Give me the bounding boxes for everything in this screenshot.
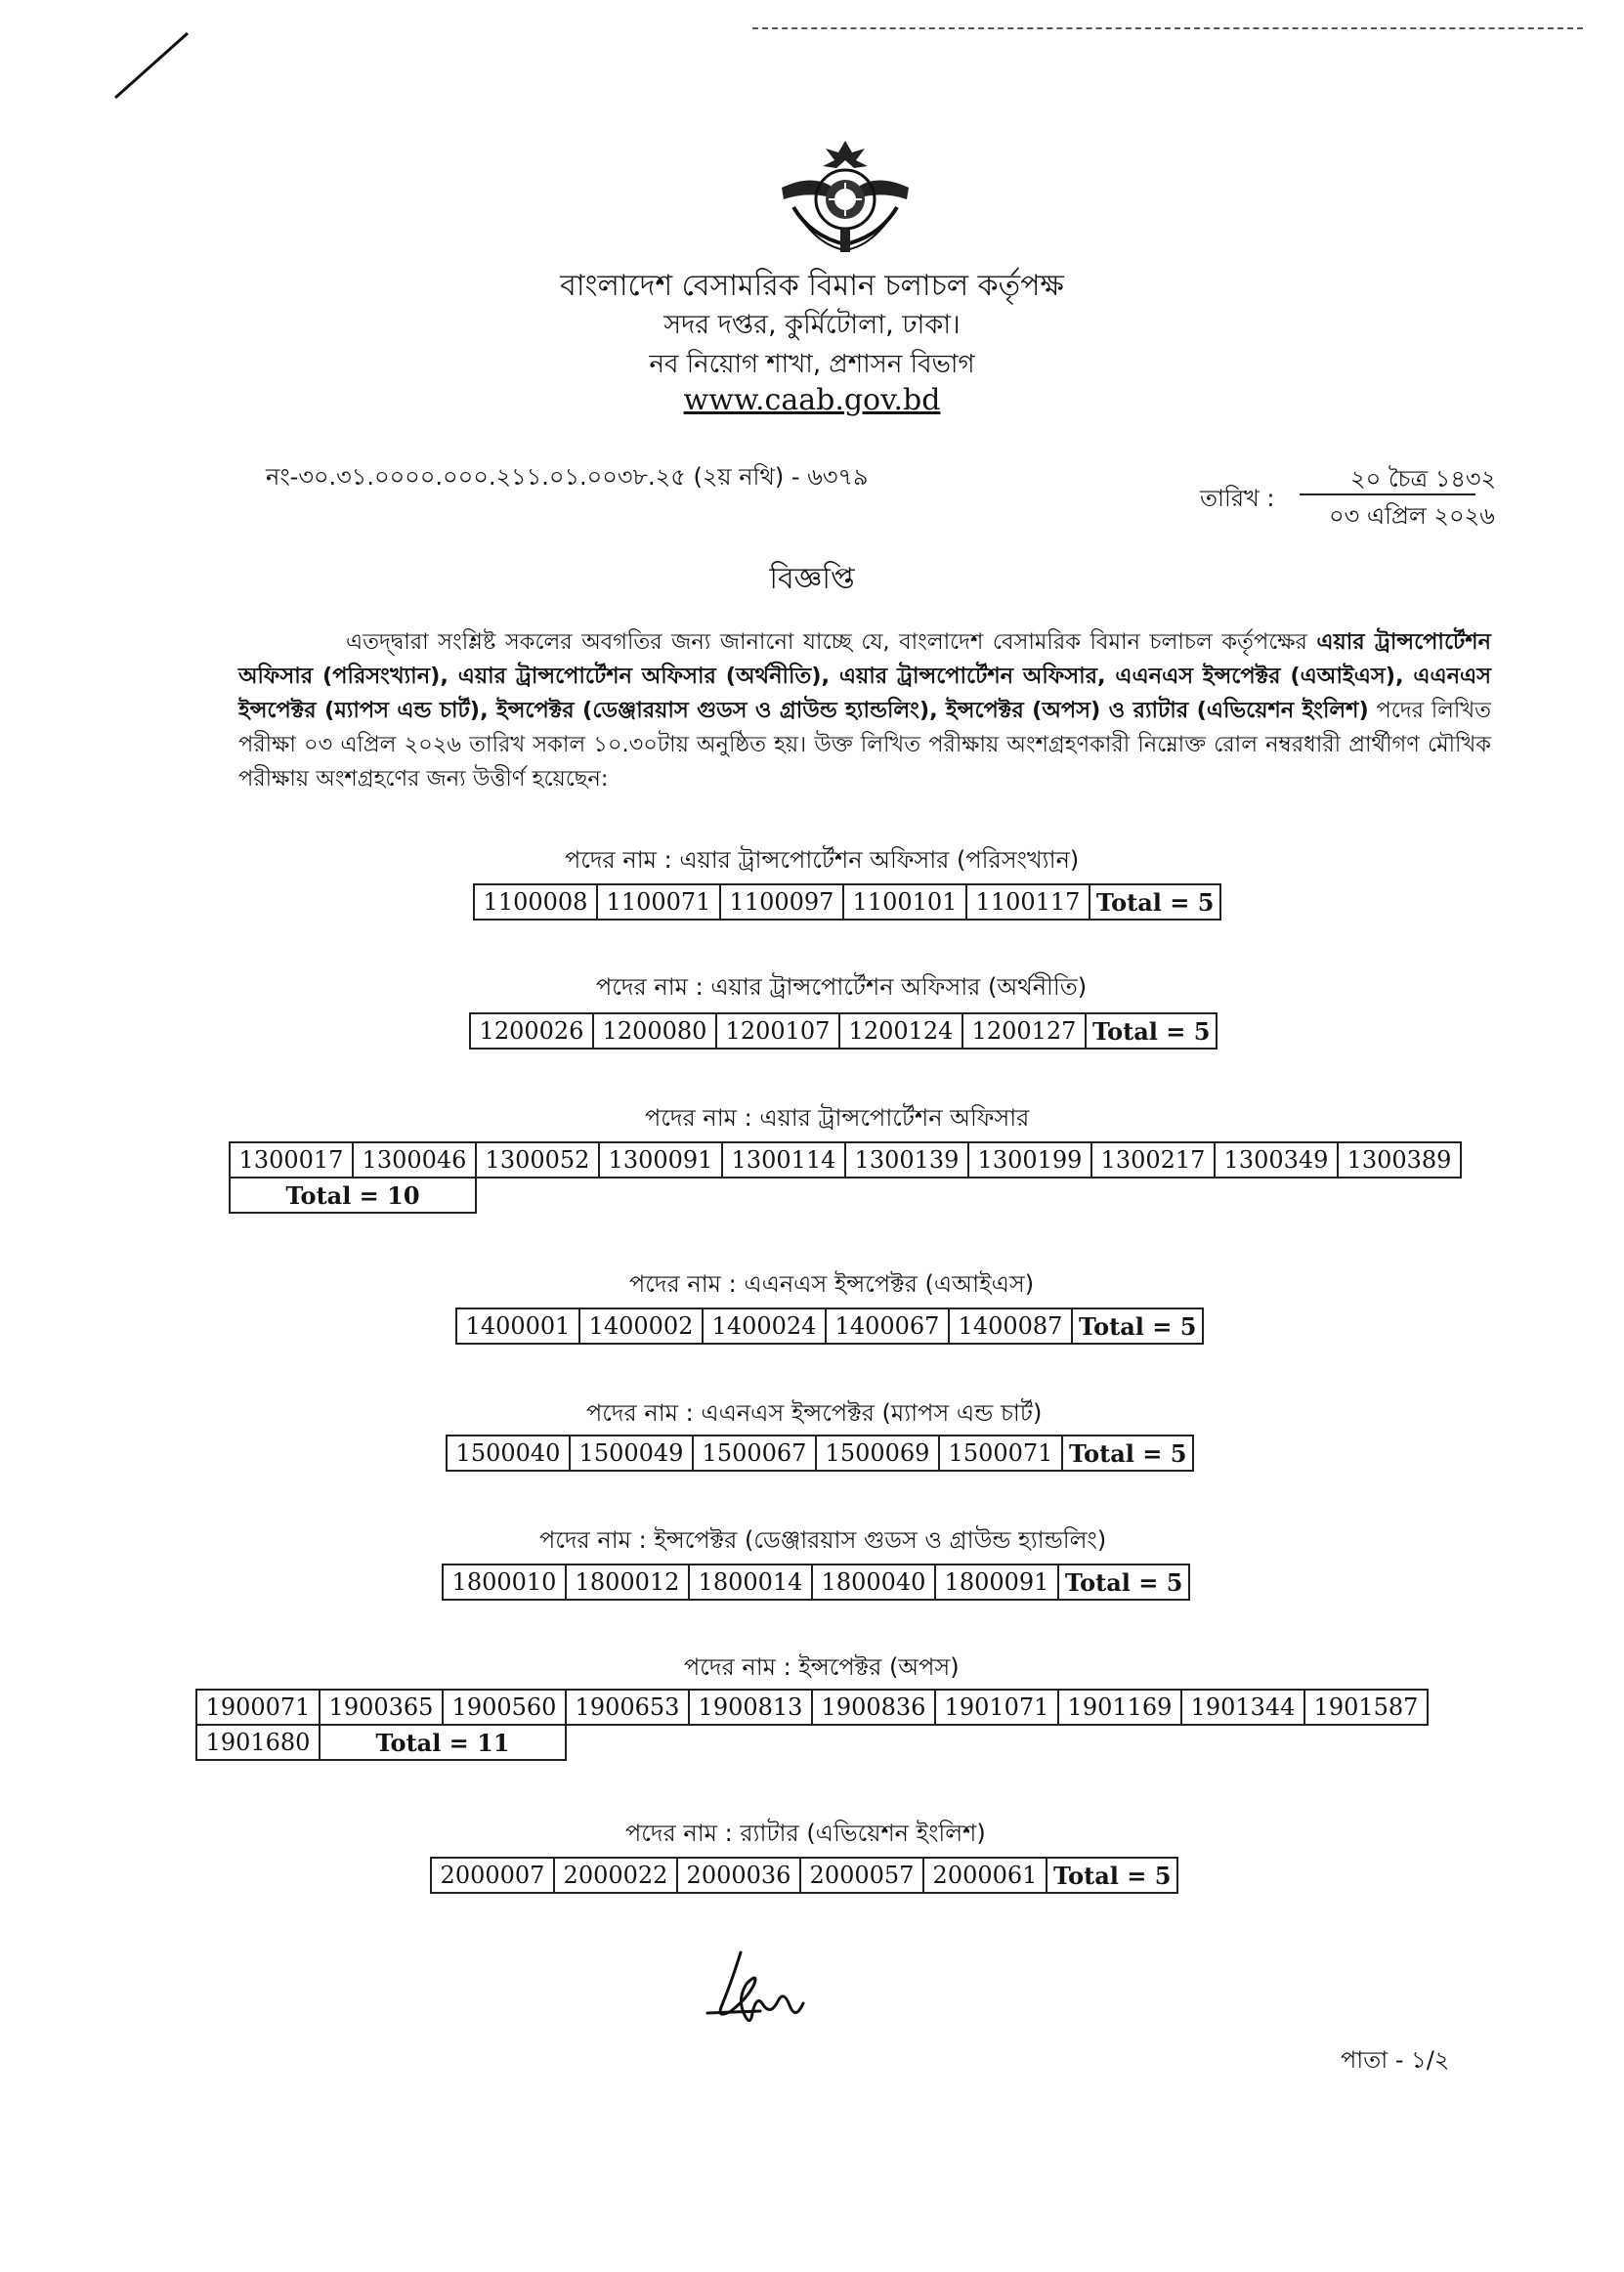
roll-table-ato-statistics (473, 883, 1221, 921)
roll-cell: 1100117 (966, 884, 1090, 920)
roll-cell: 1800091 (935, 1565, 1058, 1600)
roll-cell: 1200127 (962, 1013, 1086, 1049)
post-title-ops: পদের নাম : ইন্সপেক্টর (অপস) (684, 1653, 960, 1681)
roll-cell: 1800014 (689, 1565, 812, 1600)
notice-title: বিজ্ঞপ্তি (769, 562, 855, 596)
post-title-dangerous-goods: পদের নাম : ইন্সপেক্টর (ডেঞ্জারয়াস গুডস ও গ্রাউন্ড হ্যান্ডলিং) (539, 1526, 1107, 1554)
post-title-ato: পদের নাম : এয়ার ট্রান্সপোর্টেশন অফিসার (645, 1104, 1030, 1132)
roll-table-ops (195, 1689, 1429, 1761)
roll-cell: 1300389 (1338, 1142, 1461, 1178)
roll-cell: 1100101 (843, 884, 966, 920)
date-divider (1300, 493, 1475, 495)
roll-cell: 1200124 (839, 1013, 962, 1049)
org-name: বাংলাদেশ বেসামরিক বিমান চলাচল কর্তৃপক্ষ (560, 269, 1064, 303)
total-cell: Total = 5 (1058, 1565, 1189, 1600)
intro-post-list: এয়ার ট্রান্সপোর্টেশন অফিসার (পরিসংখ্যান), এয়ার ট্রান্সপোর্টেশন অফিসার (অর্থনীতি), এয়ার ট্রান্সপোর্টেশন অফিসার, এএনএস ইন্সপেক্টর (এআইএস), এএনএস ইন্সপেক্টর (ম্যাপস এন্ড চার্ট), ইন্সপেক্টর (ডেঞ্জারয়াস গুডস ও গ্রাউন্ড হ্যান্ডলিং), ইন্সপেক্টর (অপস) ও র‍্যাটার (এভিয়েশন ইংলিশ) (238, 629, 1491, 723)
post-title-ato-economics: পদের নাম : এয়ার ট্রান্সপোর্টেশন অফিসার (অর্থনীতি) (596, 973, 1088, 1001)
roll-cell: 1900836 (812, 1690, 935, 1725)
signature (702, 1945, 829, 2035)
roll-cell: 1901071 (935, 1690, 1058, 1725)
table-row (196, 1725, 1428, 1760)
roll-cell: 1300349 (1215, 1142, 1338, 1178)
roll-cell: 1500040 (447, 1436, 570, 1471)
roll-cell: 1100097 (720, 884, 843, 920)
roll-cell: 1800012 (566, 1565, 689, 1600)
roll-cell: 1900365 (320, 1690, 443, 1725)
intro-end: পদের লিখিত পরীক্ষা ০৩ এপ্রিল ২০২৬ তারিখ সকাল ১০.৩০টায় অনুষ্ঠিত হয়। উক্ত লিখিত পরীক্ষায় অংশগ্রহণকারী নিম্নোক্ত রোল নম্বরধারী প্রার্থীগণ মৌখিক পরীক্ষায় অংশগ্রহণের জন্য উত্তীর্ণ হয়েছেন: (238, 698, 1491, 792)
table-row (447, 1436, 1193, 1471)
intro-start: এতদ্দ্বারা সংশ্লিষ্ট সকলের অবগতির জন্য জানানো যাচ্ছে যে, বাংলাদেশ বেসামরিক বিমান চলাচল কর্তৃপক্ষের (346, 629, 1317, 655)
org-address: সদর দপ্তর, কুর্মিটোলা, ঢাকা। (663, 310, 961, 340)
roll-cell: 1300091 (599, 1142, 722, 1178)
roll-cell: 2000061 (923, 1858, 1047, 1893)
empty-cell (566, 1725, 1428, 1760)
table-row (431, 1858, 1177, 1893)
total-cell: Total = 10 (230, 1178, 476, 1213)
post-title-ato-statistics: পদের নাম : এয়ার ট্রান্সপোর্টেশন অফিসার (পরিসংখ্যান) (565, 846, 1080, 874)
page-number: পাতা - ১/২ (1341, 2046, 1450, 2074)
roll-cell: 1901680 (196, 1725, 320, 1760)
roll-cell: 1400001 (456, 1308, 579, 1344)
total-cell: Total = 5 (1062, 1436, 1193, 1471)
empty-cell (476, 1178, 1461, 1213)
roll-cell: 1900560 (443, 1690, 566, 1725)
roll-cell: 1300199 (968, 1142, 1091, 1178)
top-border-dashes (752, 27, 1583, 29)
roll-cell: 1800040 (812, 1565, 935, 1600)
table-row (474, 884, 1220, 920)
date-label: তারিখ : (1200, 485, 1275, 512)
roll-cell: 1200026 (470, 1013, 593, 1049)
roll-cell: 1400067 (826, 1308, 949, 1344)
roll-cell: 1500049 (570, 1436, 693, 1471)
roll-table-rater (430, 1857, 1178, 1894)
table-row (443, 1565, 1189, 1600)
roll-cell: 1901587 (1304, 1690, 1428, 1725)
roll-cell: 1800010 (443, 1565, 566, 1600)
total-cell: Total = 5 (1086, 1013, 1217, 1049)
roll-table-ans-maps-chart (446, 1435, 1194, 1472)
caab-logo-emblem (772, 139, 919, 261)
memo-number: নং-৩০.৩১.০০০০.০০০.২১১.০১.০০৩৮.২৫ (২য় নথি) - ৬৩৭৯ (266, 463, 869, 491)
roll-cell: 1300217 (1091, 1142, 1215, 1178)
table-row (470, 1013, 1217, 1049)
total-cell: Total = 5 (1072, 1308, 1203, 1344)
roll-cell: 1300046 (353, 1142, 476, 1178)
roll-cell: 2000022 (554, 1858, 677, 1893)
post-title-ans-ais: পদের নাম : এএনএস ইন্সপেক্টর (এআইএস) (629, 1270, 1035, 1298)
roll-cell: 1300017 (230, 1142, 353, 1178)
total-cell: Total = 11 (320, 1725, 566, 1760)
post-title-ans-maps-chart: পদের নাম : এএনএস ইন্সপেক্টর (ম্যাপস এন্ড চার্ট) (586, 1399, 1043, 1427)
roll-cell: 1100008 (474, 884, 597, 920)
notice-intro (238, 625, 1491, 796)
roll-cell: 2000036 (677, 1858, 800, 1893)
roll-table-ans-ais (455, 1307, 1204, 1345)
roll-cell: 1900071 (196, 1690, 320, 1725)
table-row (230, 1142, 1461, 1178)
roll-cell: 2000007 (431, 1858, 554, 1893)
roll-cell: 1200080 (593, 1013, 716, 1049)
roll-cell: 1500071 (939, 1436, 1062, 1471)
roll-cell: 1900813 (689, 1690, 812, 1725)
roll-cell: 1100071 (597, 884, 720, 920)
roll-cell: 1300139 (845, 1142, 968, 1178)
date-english: ০৩ এপ্রিল ২০২৬ (1329, 502, 1495, 530)
roll-cell: 1901169 (1058, 1690, 1181, 1725)
roll-table-dangerous-goods (442, 1564, 1190, 1601)
roll-table-ato (229, 1141, 1462, 1214)
roll-cell: 1500067 (693, 1436, 816, 1471)
roll-table-ato-economics (469, 1012, 1218, 1050)
roll-cell: 1400024 (703, 1308, 826, 1344)
roll-cell: 1200107 (716, 1013, 839, 1049)
date-bangla: ২০ চৈত্র ১৪৩২ (1350, 465, 1497, 493)
roll-cell: 1400002 (579, 1308, 703, 1344)
post-title-rater: পদের নাম : র‍্যাটার (এভিয়েশন ইংলিশ) (625, 1820, 986, 1847)
roll-cell: 1300114 (722, 1142, 845, 1178)
table-row (196, 1690, 1428, 1725)
total-cell: Total = 5 (1047, 1858, 1177, 1893)
roll-cell: 1300052 (476, 1142, 599, 1178)
table-row (456, 1308, 1203, 1344)
org-department: নব নিয়োগ শাখা, প্রশাসন বিভাগ (649, 350, 975, 379)
total-cell: Total = 5 (1090, 884, 1220, 920)
roll-cell: 1400087 (949, 1308, 1072, 1344)
roll-cell: 1900653 (566, 1690, 689, 1725)
roll-cell: 1901344 (1181, 1690, 1304, 1725)
org-website-link[interactable]: www.caab.gov.bd (683, 383, 941, 417)
roll-cell: 1500069 (816, 1436, 939, 1471)
roll-cell: 2000057 (800, 1858, 923, 1893)
pen-mark (109, 27, 197, 102)
table-row (230, 1178, 1461, 1213)
